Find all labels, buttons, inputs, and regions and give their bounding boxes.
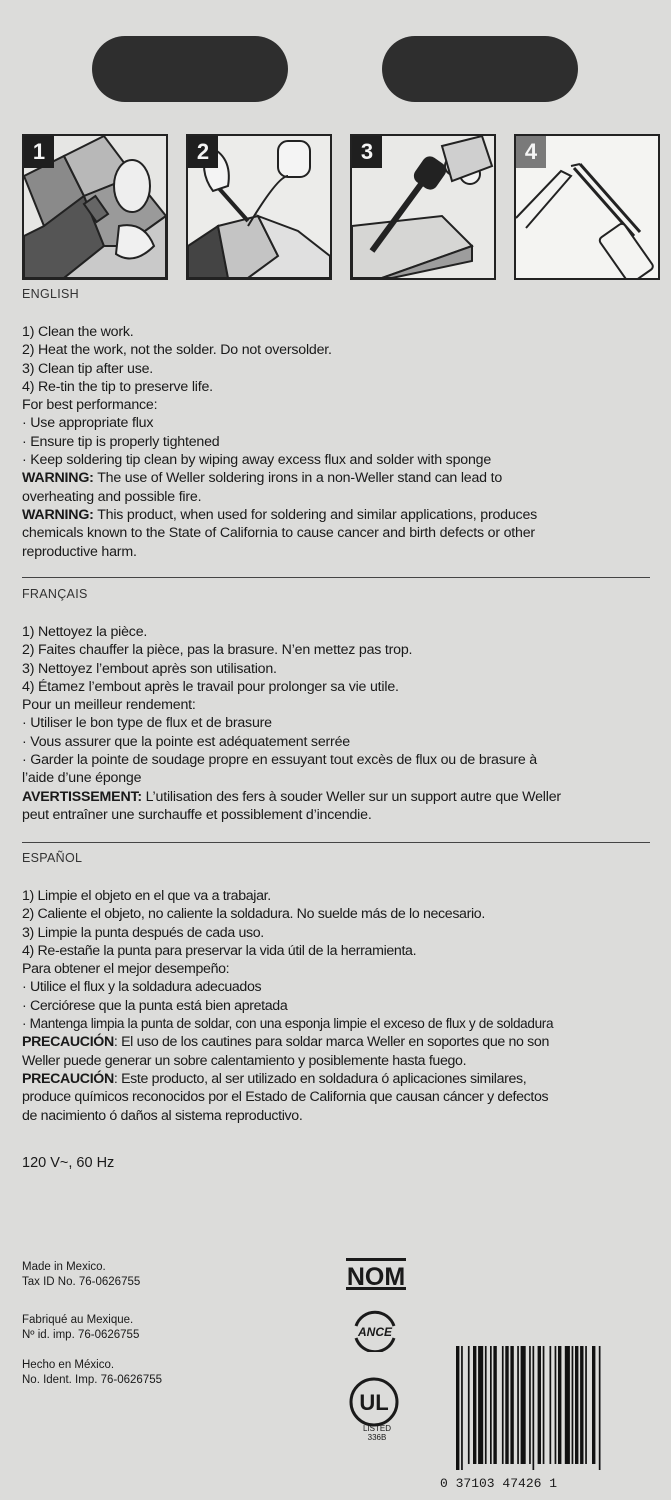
warning-text: : El uso de los cautines para soldar marca Weller en soportes que no son bbox=[113, 1034, 549, 1051]
step-number: 1 bbox=[24, 136, 54, 168]
barcode-bar bbox=[592, 1346, 595, 1464]
barcode-bar bbox=[533, 1346, 535, 1470]
instruction-line: · Garder la pointe de soudage propre en essuyant tout excès de flux ou de brasure à bbox=[22, 752, 537, 769]
warning-line: de nacimiento ó daños al sistema reproductivo. bbox=[22, 1107, 303, 1124]
warning-label: PRECAUCIÓN bbox=[22, 1070, 114, 1087]
barcode-bar bbox=[538, 1346, 541, 1464]
instruction-line: 1) Clean the work. bbox=[22, 324, 134, 340]
warning-text: The use of Weller soldering irons in a non-Weller stand can lead to bbox=[93, 470, 503, 487]
barcode-bar bbox=[517, 1346, 519, 1464]
barcode-bars bbox=[448, 1342, 658, 1472]
english-instructions bbox=[22, 323, 652, 561]
step-panel-3 bbox=[350, 134, 496, 280]
step-panel-1 bbox=[22, 134, 168, 280]
barcode-bar bbox=[461, 1346, 463, 1470]
origin-line: Made in Mexico. bbox=[22, 1261, 106, 1273]
ul-listed-label bbox=[350, 1424, 404, 1442]
tax-id-line: Nº id. imp. 76-0626755 bbox=[22, 1328, 140, 1341]
nom-mark: NOM bbox=[346, 1258, 406, 1290]
warning-line: overheating and possible fire. bbox=[22, 488, 202, 505]
warning-line bbox=[22, 1033, 652, 1051]
instruction-line: · Mantenga limpia la punta de soldar, con una esponja limpie el exceso de flux y de soldadura bbox=[22, 1016, 554, 1032]
origin-spanish bbox=[22, 1358, 162, 1387]
spanish-instructions bbox=[22, 887, 652, 1125]
warning-line: produce químicos reconocidos por el Estado de California que causan cáncer y defectos bbox=[22, 1089, 549, 1106]
origin-line: Fabriqué au Mexique. bbox=[22, 1314, 134, 1326]
instruction-line: 2) Faites chauffer la pièce, pas la brasure. N’en mettez pas trop. bbox=[22, 642, 413, 659]
barcode-bar bbox=[478, 1346, 483, 1464]
voltage-rating: 120 V~, 60 Hz bbox=[22, 1155, 115, 1171]
barcode-bar bbox=[468, 1346, 470, 1464]
listed-code: 336B bbox=[367, 1433, 387, 1442]
instruction-line: 2) Heat the work, not the solder. Do not oversolder. bbox=[22, 342, 332, 359]
instruction-line: 3) Clean tip after use. bbox=[22, 360, 154, 377]
warning-label: WARNING: bbox=[22, 470, 94, 487]
instruction-line: · Utilice el flux y la soldadura adecuados bbox=[22, 979, 262, 996]
instruction-line: · Keep soldering tip clean by wiping away excess flux and solder with sponge bbox=[22, 452, 492, 469]
warning-text: L’utilisation des fers à souder Weller sur un support autre que Weller bbox=[141, 788, 561, 805]
warning-line bbox=[22, 469, 652, 487]
warning-line: Weller puede generar un sobre calentamiento y posiblemente hasta fuego. bbox=[22, 1052, 467, 1069]
origin-line: Hecho en México. bbox=[22, 1359, 115, 1371]
barcode-bar bbox=[599, 1346, 601, 1470]
barcode-bar bbox=[510, 1346, 513, 1464]
origin-french bbox=[22, 1313, 139, 1342]
tax-id-line: No. Ident. Imp. 76-0626755 bbox=[22, 1373, 163, 1386]
language-heading: ESPAÑOL bbox=[22, 851, 83, 865]
barcode-bar bbox=[493, 1346, 496, 1464]
barcode-bar bbox=[558, 1346, 561, 1464]
barcode-bar bbox=[502, 1346, 504, 1464]
instruction-line: 1) Limpie el objeto en el que va a trabajar. bbox=[22, 888, 271, 904]
tax-id-line: Tax ID No. 76-0626755 bbox=[22, 1275, 141, 1288]
barcode-bar bbox=[565, 1346, 570, 1464]
warning-text: This product, when used for soldering and similar applications, produces bbox=[93, 506, 538, 523]
instruction-line: 3) Nettoyez l’embout après son utilisation. bbox=[22, 660, 277, 677]
step-panel-4 bbox=[514, 134, 660, 280]
warning-text: : Este producto, al ser utilizado en soldadura ó aplicaciones similares, bbox=[113, 1070, 527, 1087]
barcode-bar bbox=[572, 1346, 574, 1464]
barcode-bar bbox=[529, 1346, 531, 1464]
instruction-line: · Utiliser le bon type de flux et de brasure bbox=[22, 715, 272, 732]
barcode-bar bbox=[543, 1346, 545, 1464]
warning-line: chemicals known to the State of California to cause cancer and birth defects or other bbox=[22, 525, 535, 542]
instruction-line: · Cerciórese que la punta está bien apretada bbox=[22, 997, 288, 1014]
barcode-bar bbox=[456, 1346, 459, 1470]
instruction-line: · Ensure tip is properly tightened bbox=[22, 433, 220, 450]
warning-line bbox=[22, 788, 652, 806]
barcode-bar bbox=[575, 1346, 578, 1464]
french-section bbox=[22, 587, 652, 824]
barcode-digits: 0 37103 47426 1 bbox=[440, 1476, 558, 1491]
instruction-line: 3) Limpie la punta después de cada uso. bbox=[22, 924, 264, 941]
instruction-line: 1) Nettoyez la pièce. bbox=[22, 624, 148, 640]
ance-logo bbox=[350, 1310, 400, 1352]
instruction-panels bbox=[22, 134, 657, 278]
origin-english bbox=[22, 1260, 140, 1289]
french-instructions bbox=[22, 623, 652, 824]
barcode bbox=[448, 1342, 658, 1490]
ul-logo bbox=[348, 1376, 400, 1428]
instruction-line: 2) Caliente el objeto, no caliente la soldadura. No suelde más de lo necesario. bbox=[22, 906, 485, 923]
instruction-line: Para obtener el mejor desempeño: bbox=[22, 961, 230, 978]
warning-label: AVERTISSEMENT: bbox=[22, 788, 142, 805]
barcode-bar bbox=[580, 1346, 583, 1464]
ance-text: ANCE bbox=[357, 1325, 393, 1339]
instruction-line: · Use appropriate flux bbox=[22, 415, 154, 432]
barcode-bar bbox=[585, 1346, 587, 1464]
listed-text: LISTED bbox=[362, 1424, 391, 1433]
instruction-line: Pour un meilleur rendement: bbox=[22, 697, 196, 714]
barcode-bar bbox=[550, 1346, 552, 1464]
warning-line: reproductive harm. bbox=[22, 543, 137, 560]
warning-label: WARNING: bbox=[22, 506, 94, 523]
instruction-line: l’aide d’une éponge bbox=[22, 770, 142, 787]
step-number: 3 bbox=[352, 136, 382, 168]
instruction-line: 4) Re-tin the tip to preserve life. bbox=[22, 378, 213, 395]
warning-line bbox=[22, 1070, 652, 1088]
instruction-line: 4) Étamez l’embout après le travail pour prolonger sa vie utile. bbox=[22, 678, 399, 695]
section-divider bbox=[22, 842, 650, 843]
barcode-bar bbox=[505, 1346, 508, 1464]
instruction-line: For best performance: bbox=[22, 397, 158, 414]
warning-line: peut entraîner une surchauffe et possiblement d’incendie. bbox=[22, 806, 372, 823]
barcode-bar bbox=[485, 1346, 487, 1464]
barcode-bar bbox=[490, 1346, 492, 1464]
language-heading: ENGLISH bbox=[22, 287, 79, 301]
step-panel-2 bbox=[186, 134, 332, 280]
step-number: 4 bbox=[516, 136, 546, 168]
warning-line bbox=[22, 506, 652, 524]
instruction-line: · Vous assurer que la pointe est adéquatement serrée bbox=[22, 733, 350, 750]
barcode-bar bbox=[473, 1346, 476, 1464]
barcode-bar bbox=[521, 1346, 526, 1464]
step-number: 2 bbox=[188, 136, 218, 168]
instruction-line: 4) Re-estañe la punta para preservar la vida útil de la herramienta. bbox=[22, 942, 417, 959]
language-heading: FRANÇAIS bbox=[22, 587, 88, 601]
ul-text: UL bbox=[359, 1390, 389, 1415]
hang-hole-left bbox=[92, 36, 288, 102]
barcode-bar bbox=[555, 1346, 557, 1464]
section-divider bbox=[22, 577, 650, 578]
english-section bbox=[22, 287, 652, 561]
warning-label: PRECAUCIÓN bbox=[22, 1034, 114, 1051]
spanish-section bbox=[22, 851, 652, 1125]
hang-hole-right bbox=[382, 36, 578, 102]
